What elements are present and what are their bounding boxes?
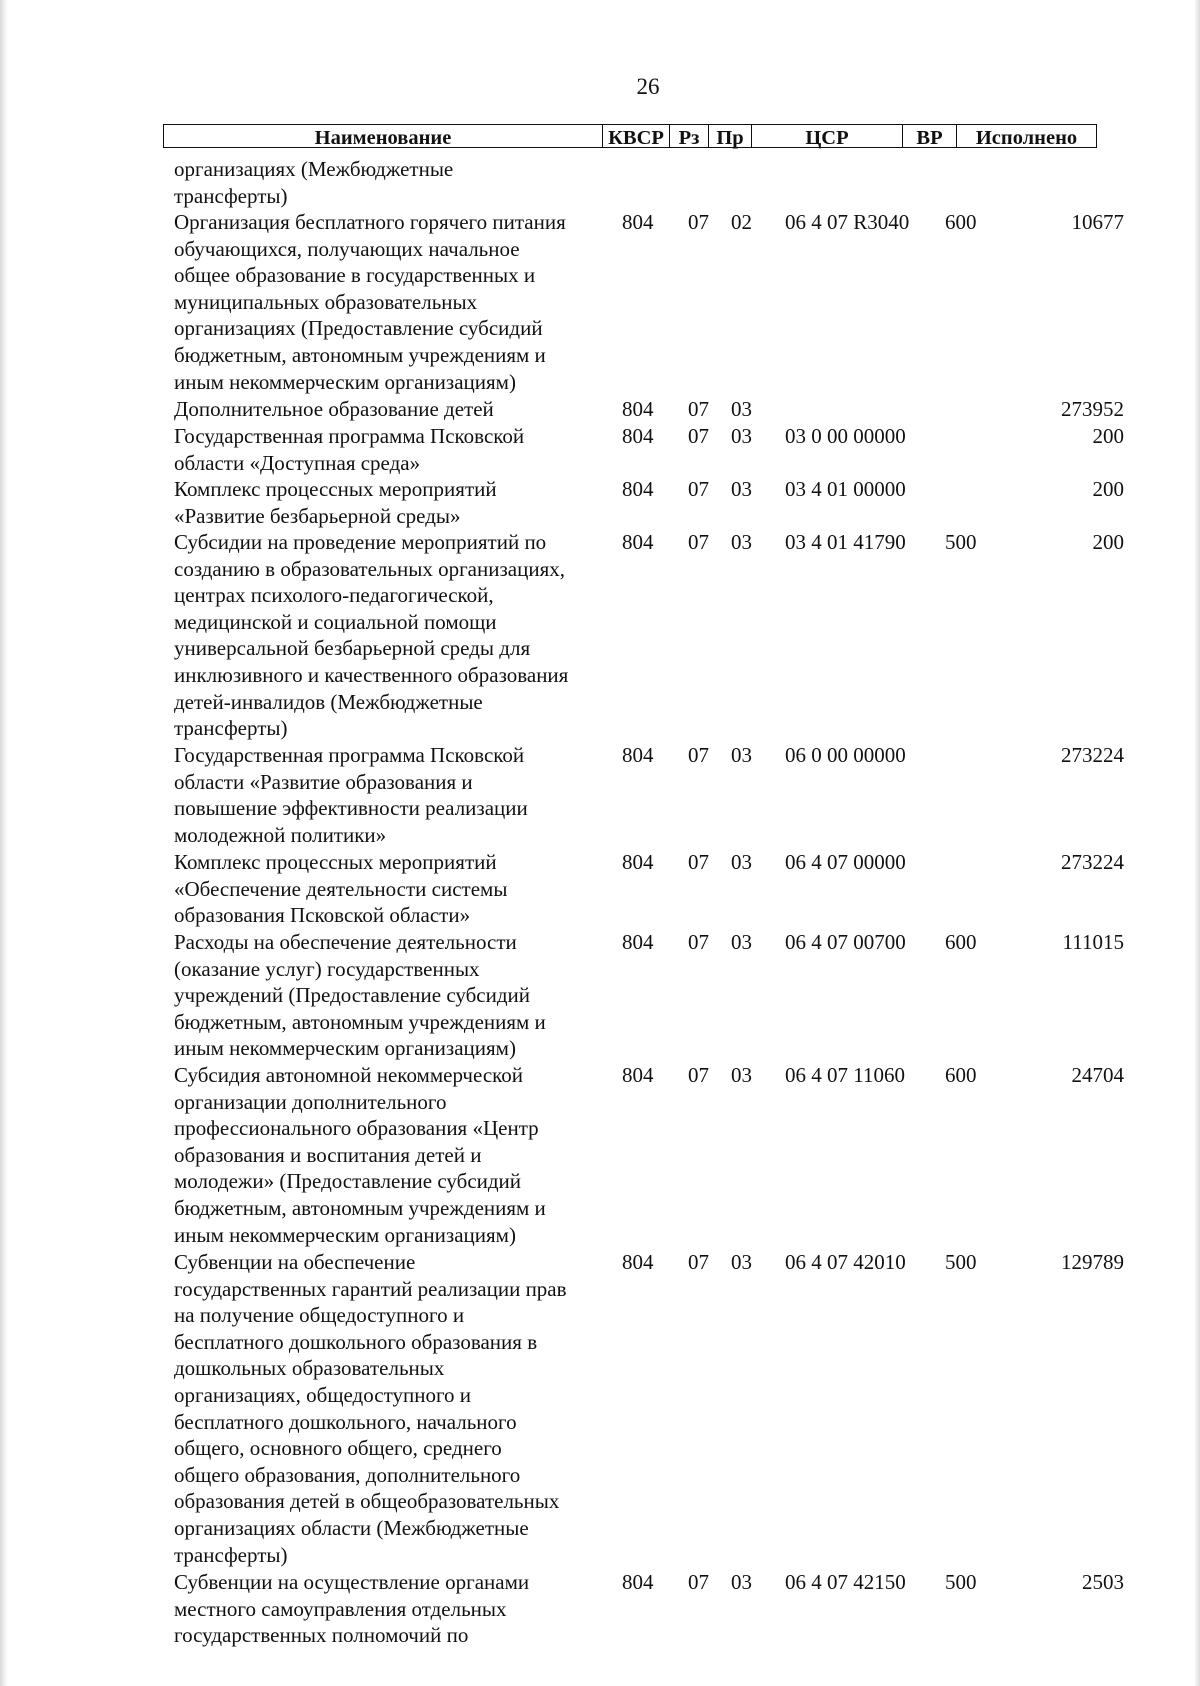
cell-isp: 129789 (1061, 1250, 1124, 1274)
cell-csr: 06 4 07 00700 (785, 930, 906, 954)
cell-pr: 03 (731, 1250, 752, 1274)
cell-pr: 03 (731, 1570, 752, 1594)
cell-kvsr: 804 (622, 1570, 654, 1594)
cell-kvsr: 804 (622, 477, 654, 501)
cell-name: Государственная программа Псковской области «Развитие образования и повышение эффективности реализации молодежной политики» (174, 743, 528, 847)
scan-edge-right (1194, 0, 1200, 1686)
cell-rz: 07 (688, 424, 709, 448)
cell-kvsr: 804 (622, 397, 654, 421)
cell-pr: 03 (731, 397, 752, 421)
cell-vr: 600 (945, 210, 977, 234)
cell-isp: 200 (1092, 530, 1124, 554)
cell-pr: 03 (731, 1063, 752, 1087)
cell-pr: 03 (731, 930, 752, 954)
cell-kvsr: 804 (622, 530, 654, 554)
cell-kvsr: 804 (622, 1250, 654, 1274)
cell-name: Комплекс процессных мероприятий «Развитие безбарьерной среды» (174, 477, 497, 528)
table-header (163, 124, 1133, 150)
cell-kvsr: 804 (622, 424, 654, 448)
cell-vr: 600 (945, 930, 977, 954)
cell-pr: 03 (731, 530, 752, 554)
cell-name: организациях (Межбюджетные трансферты) (174, 157, 454, 208)
cell-vr: 500 (945, 530, 977, 554)
cell-csr: 06 4 07 R3040 (785, 210, 910, 234)
cell-isp: 273224 (1061, 850, 1124, 874)
cell-pr: 03 (731, 743, 752, 767)
cell-isp: 273952 (1061, 397, 1124, 421)
cell-kvsr: 804 (622, 850, 654, 874)
cell-rz: 07 (688, 930, 709, 954)
cell-csr: 03 0 00 00000 (785, 424, 906, 448)
cell-csr: 06 0 00 00000 (785, 743, 906, 767)
header-rz: Рз (670, 124, 709, 148)
cell-rz: 07 (688, 1063, 709, 1087)
cell-csr: 06 4 07 42150 (785, 1570, 906, 1594)
cell-rz: 07 (688, 530, 709, 554)
cell-rz: 07 (688, 1250, 709, 1274)
cell-name: Субсидии на проведение мероприятий по созданию в образовательных организациях, центрах психолого-педагогической, медицинской и социальной помощи универсальной безбарьерной среды для инклюзивного и качественного образования детей-инвалидов (Межбюджетные трансферты) (174, 530, 569, 741)
cell-name: Государственная программа Псковской области «Доступная среда» (174, 424, 525, 475)
page-number: 26 (636, 74, 660, 99)
cell-isp: 200 (1092, 477, 1124, 501)
scan-edge-left (0, 0, 8, 1686)
cell-name: Расходы на обеспечение деятельности (оказание услуг) государственных учреждений (Предоставление субсидий бюджетным, автономным учреждениям и иным некоммерческим организациям) (174, 930, 546, 1061)
header-name: Наименование (163, 124, 603, 148)
cell-vr: 500 (945, 1570, 977, 1594)
cell-isp: 111015 (1062, 930, 1124, 954)
cell-csr: 03 4 01 41790 (785, 530, 906, 554)
cell-rz: 07 (688, 397, 709, 421)
cell-isp: 273224 (1061, 743, 1124, 767)
cell-csr: 03 4 01 00000 (785, 477, 906, 501)
cell-pr: 03 (731, 850, 752, 874)
cell-csr: 06 4 07 42010 (785, 1250, 906, 1274)
cell-isp: 200 (1092, 424, 1124, 448)
cell-name: Дополнительное образование детей (174, 397, 494, 421)
cell-name: Организация бесплатного горячего питания обучающихся, получающих начальное общее образование в государственных и муниципальных образовательных организациях (Предоставление субсидий бюджетным, автономным учреждениям и иным некоммерческим организациям) (174, 210, 566, 394)
header-kvsr: КВСР (603, 124, 670, 148)
header-isp: Исполнено (957, 124, 1097, 148)
cell-rz: 07 (688, 743, 709, 767)
cell-rz: 07 (688, 850, 709, 874)
cell-kvsr: 804 (622, 930, 654, 954)
cell-pr: 02 (731, 210, 752, 234)
header-csr: ЦСР (752, 124, 903, 148)
cell-kvsr: 804 (622, 1063, 654, 1087)
cell-pr: 03 (731, 477, 752, 501)
cell-csr: 06 4 07 00000 (785, 850, 906, 874)
cell-kvsr: 804 (622, 210, 654, 234)
cell-rz: 07 (688, 1570, 709, 1594)
cell-name: Субсидия автономной некоммерческой организации дополнительного профессионального образования «Центр образования и воспитания детей и молодежи» (Предоставление субсидий бюджетным, автономным учреждениям и иным некоммерческим организациям) (174, 1063, 546, 1247)
cell-isp: 2503 (1082, 1570, 1124, 1594)
cell-kvsr: 804 (622, 743, 654, 767)
cell-pr: 03 (731, 424, 752, 448)
cell-name: Субвенции на обеспечение государственных гарантий реализации прав на получение общедоступного и бесплатного дошкольного образования в дошкольных образовательных организациях, общедоступного и бесплатного дошкольного, начального общего, основного общего, среднего общего образования, дополнительного образования детей в общеобразовательных организациях области (Межбюджетные трансферты) (174, 1250, 567, 1567)
cell-isp: 24704 (1071, 1063, 1124, 1087)
cell-rz: 07 (688, 210, 709, 234)
cell-rz: 07 (688, 477, 709, 501)
cell-csr: 06 4 07 11060 (785, 1063, 905, 1087)
cell-vr: 600 (945, 1063, 977, 1087)
cell-name: Субвенции на осуществление органами местного самоуправления отдельных государственных полномочий по (174, 1570, 530, 1648)
cell-vr: 500 (945, 1250, 977, 1274)
cell-isp: 10677 (1071, 210, 1124, 234)
header-pr: Пр (709, 124, 752, 148)
header-vr: ВР (903, 124, 957, 148)
cell-name: Комплекс процессных мероприятий «Обеспечение деятельности системы образования Псковской области» (174, 850, 508, 928)
